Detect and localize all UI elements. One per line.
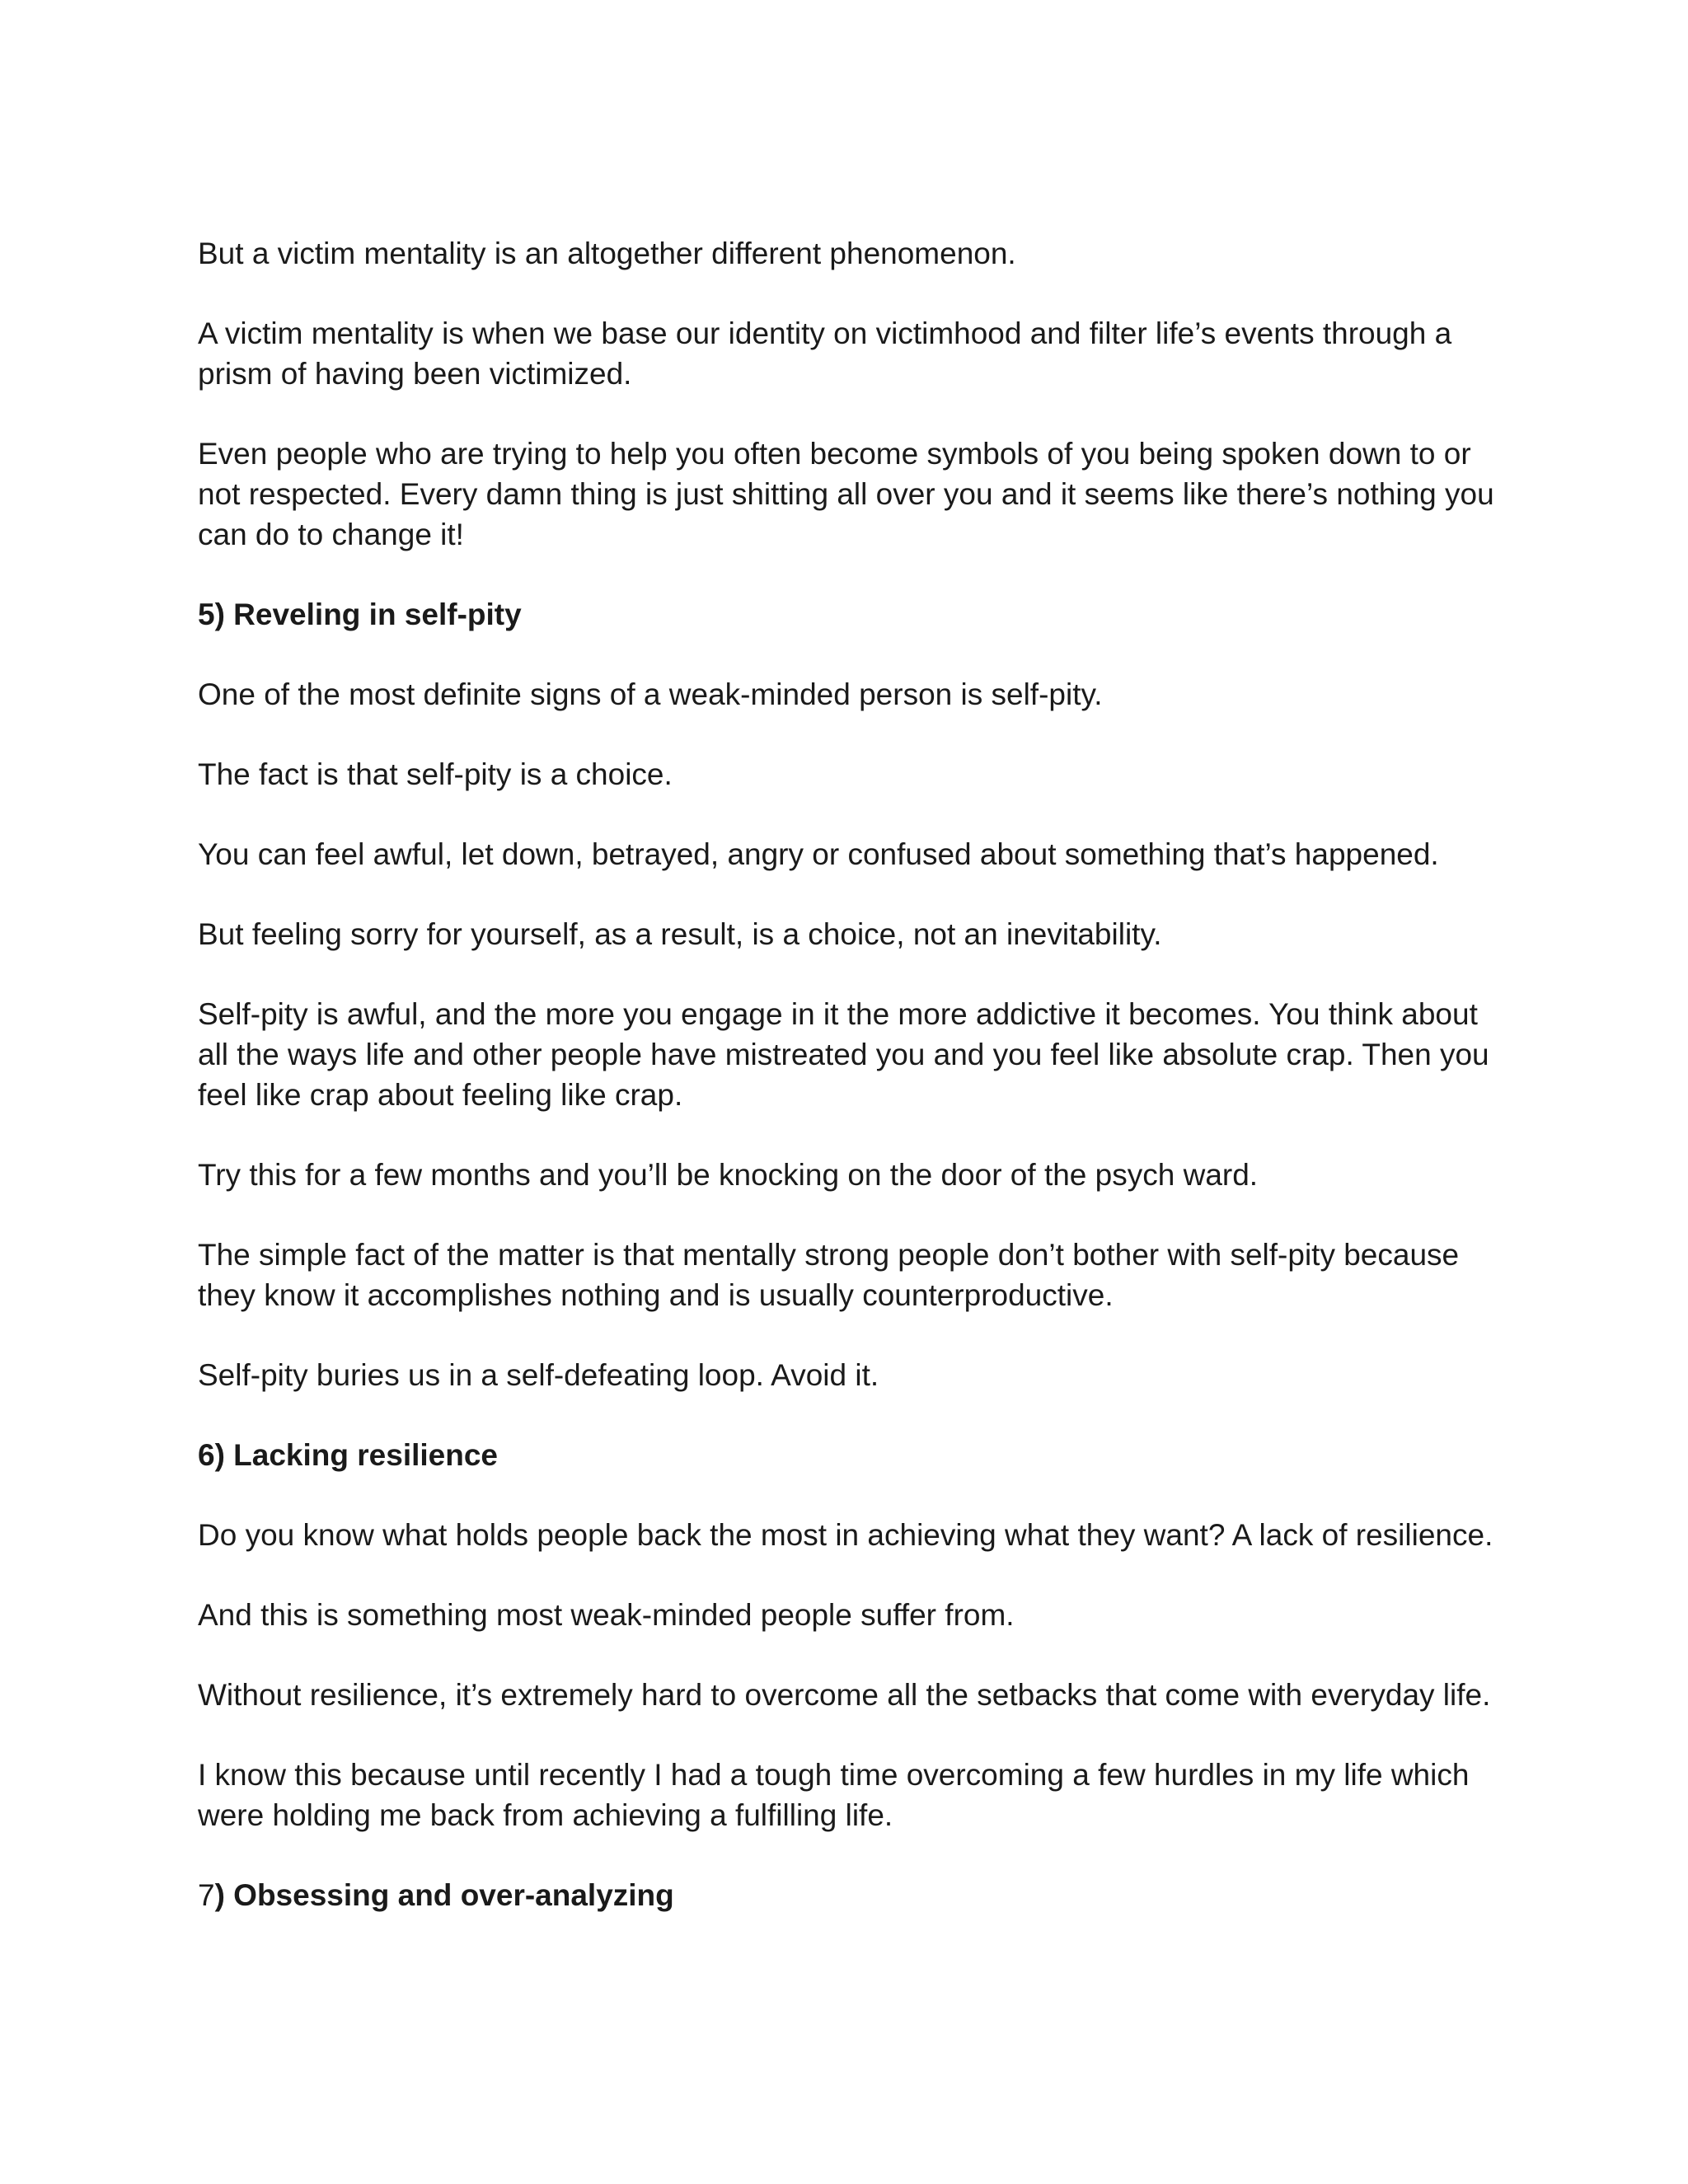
paragraph: You can feel awful, let down, betrayed, angry or confused about something that’s happened.: [198, 837, 1439, 871]
section-heading-7: [198, 1875, 1500, 1915]
document-body: [198, 233, 1500, 1955]
paragraph: Without resilience, it’s extremely hard to overcome all the setbacks that come with everyday life.: [198, 1678, 1491, 1712]
paragraph: I know this because until recently I had a tough time overcoming a few hurdles in my life which were holding me back from achieving a fulfilling life.: [198, 1758, 1470, 1832]
section-heading-7-text: ) Obsessing and over-analyzing: [214, 1878, 674, 1912]
paragraph: Even people who are trying to help you often become symbols of you being spoken down to or not respected. Every damn thing is just shitting all over you and it seems like there’s nothing you can do to change it!: [198, 437, 1494, 551]
paragraph: The fact is that self-pity is a choice.: [198, 757, 673, 791]
paragraph: And this is something most weak-minded people suffer from.: [198, 1598, 1015, 1632]
paragraph: But feeling sorry for yourself, as a result, is a choice, not an inevitability.: [198, 917, 1162, 951]
section-heading-7-number: 7: [198, 1878, 215, 1912]
paragraph: The simple fact of the matter is that mentally strong people don’t bother with self-pity because they know it accomplishes nothing and is usually counterproductive.: [198, 1238, 1460, 1312]
section-heading-5: 5) Reveling in self-pity: [198, 598, 522, 631]
paragraph: Try this for a few months and you’ll be knocking on the door of the psych ward.: [198, 1158, 1259, 1192]
paragraph: But a victim mentality is an altogether different phenomenon.: [198, 237, 1016, 270]
paragraph: Do you know what holds people back the most in achieving what they want? A lack of resilience.: [198, 1518, 1493, 1552]
paragraph: Self-pity is awful, and the more you engage in it the more addictive it becomes. You think about all the ways life and other people have mistreated you and you feel like absolute crap. Then you feel like crap about feeling like crap.: [198, 997, 1489, 1112]
paragraph: Self-pity buries us in a self-defeating loop. Avoid it.: [198, 1358, 879, 1392]
paragraph: One of the most definite signs of a weak-minded person is self-pity.: [198, 677, 1103, 711]
section-heading-6: 6) Lacking resilience: [198, 1438, 499, 1472]
paragraph: A victim mentality is when we base our identity on victimhood and filter life’s events through a prism of having been victimized.: [198, 316, 1452, 391]
